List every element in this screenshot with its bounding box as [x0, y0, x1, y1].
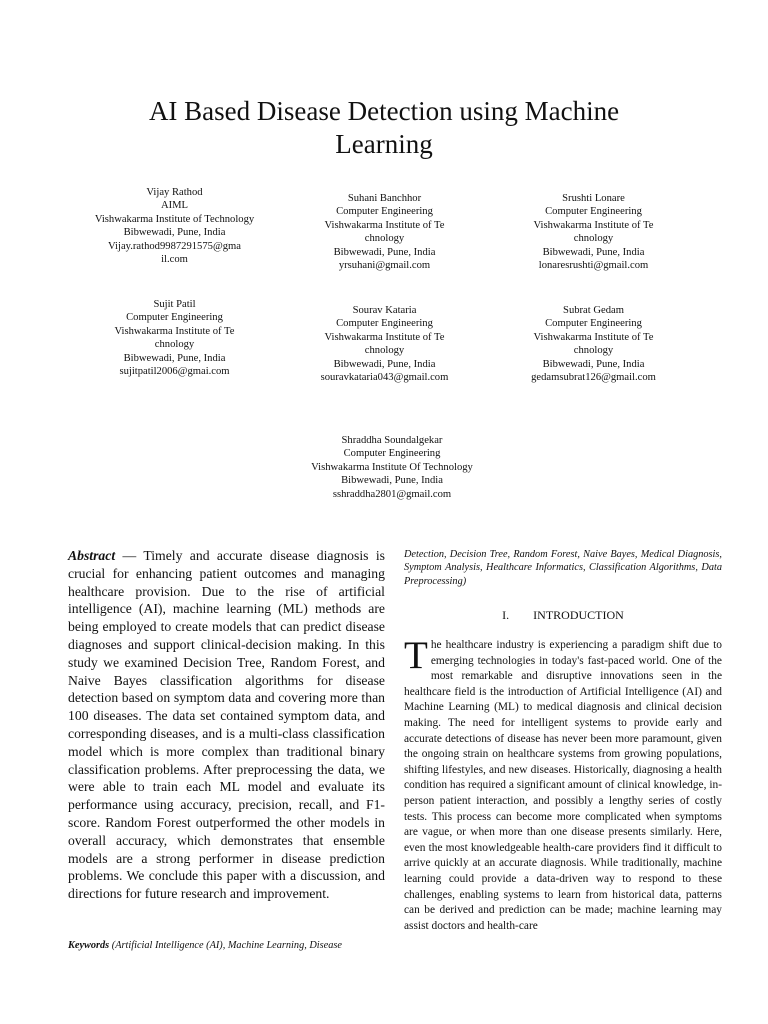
author-email[interactable]: Vijay.rathod9987291575@gmail.com	[108, 240, 241, 266]
author-institute: Vishwakarma Institute of Technology	[324, 331, 445, 357]
author-name: Suhani Banchhor	[347, 193, 422, 204]
author-block	[87, 186, 262, 266]
author-email[interactable]: lonaresrushti@gmail.com	[538, 260, 649, 272]
author-block	[297, 304, 472, 384]
author-block	[506, 192, 681, 272]
author-name: Vijay Rathod	[146, 187, 203, 198]
author-department: Computer Engineering	[126, 312, 223, 324]
author-location: Bibwewadi, Pune, India	[333, 358, 436, 370]
author-email[interactable]: yrsuhani@gmail.com	[338, 260, 431, 272]
keywords	[68, 939, 385, 952]
author-name: Shraddha Soundalgekar	[341, 435, 443, 446]
author-institute: Vishwakarma Institute Of Technology	[311, 461, 473, 473]
author-location: Bibwewadi, Pune, India	[123, 227, 226, 239]
author-name: Subrat Gedam	[563, 305, 624, 316]
keywords-text-left: (Artificial Intelligence (AI), Machine Learning, Disease	[109, 940, 342, 951]
author-institute: Vishwakarma Institute of Technology	[114, 325, 235, 351]
author-institute: Vishwakarma Institute of Technology	[94, 213, 255, 225]
author-email[interactable]: gedamsubrat126@gmail.com	[531, 372, 656, 384]
section-heading	[404, 608, 722, 622]
author-department: Computer Engineering	[545, 206, 642, 218]
author-institute: Vishwakarma Institute of Technology	[533, 331, 654, 357]
author-name: Sujit Patil	[153, 299, 196, 310]
dropcap-letter: T	[404, 634, 428, 677]
author-email[interactable]: sujitpatil2006@gmai.com	[119, 366, 230, 378]
author-location: Bibwewadi, Pune, India	[123, 352, 226, 364]
author-department: Computer Engineering	[545, 318, 642, 330]
author-block	[506, 304, 681, 384]
section-title: INTRODUCTION	[533, 608, 624, 622]
author-location: Bibwewadi, Pune, India	[542, 358, 645, 370]
abstract-label: Abstract	[68, 548, 116, 563]
author-location: Bibwewadi, Pune, India	[341, 475, 443, 487]
author-department: Computer Engineering	[336, 206, 433, 218]
author-location: Bibwewadi, Pune, India	[333, 246, 436, 258]
author-block	[87, 298, 262, 378]
author-name: Srushti Lonare	[562, 193, 625, 204]
author-email[interactable]: sshraddha2801@gmail.com	[332, 488, 452, 500]
paper-title: AI Based Disease Detection using Machine Learning	[148, 96, 620, 159]
keywords-continued: Detection, Decision Tree, Random Forest, Naive Bayes, Medical Diagnosis, Symptom Analysis, Healthcare Informatics, Classification Algorithms, Data Preprocessing)	[404, 549, 722, 587]
section-number: I.	[502, 608, 510, 622]
author-block	[292, 434, 492, 501]
introduction-text: he healthcare industry is experiencing a paradigm shift due to emerging technologies in today's fast-paced world. One of the most remarkable and disruptive innovations seen in the healthcare field is the introduction of Artificial Intelligence (AI) and Machine Learning (ML) to medical diagnosis and clinical decision making. The need for intelligent systems to provide early and accurate detections of disease has never been more paramount, given the ongoing strain on healthcare systems from growing populations, shifting lifestyles, and new diseases. Historically, diagnosing a health condition has required a significant amount of clinical knowledge, in-person patient interaction, and possibly a lengthy series of costly tests. This process can become more complicated when symptoms are vague, or when more than one disease presents similarly. Here, even the most knowledgeable health-care providers find it difficult to arrive quickly at an accurate diagnosis. While traditionally, machine learning could provide a data-driven way to respond to these challenges, enabling systems to learn from historical data, patterns can be derived and prediction can be made; machine learning may assist doctors and health-care	[404, 639, 722, 932]
author-name: Sourav Kataria	[352, 305, 417, 316]
author-institute: Vishwakarma Institute of Technology	[324, 219, 445, 245]
abstract-text: Timely and accurate disease diagnosis is crucial for enhancing patient outcomes and managing healthcare provision. Due to the rise of artificial intelligence (AI), machine learning (ML) methods are being employed to create models that can predict disease diagnoses and support clinical-decision making. In this study we examined Decision Tree, Random Forest, and Naive Bayes classification algorithms for disease detection based on symptom data and covering more than 100 diseases. The data set contained symptom data, and corresponding diseases, and is a multi-class classification model which is more complex than traditional binary classification problems. After preprocessing the data, we were able to train each ML model and evaluate its performance using accuracy, precision, recall, and F1-score. Random Forest outperformed the other models in overall accuracy, which demonstrates that ensemble models are a strong performer in disease prediction problems. We conclude this paper with a discussion, and directions for future research and improvement.	[68, 548, 385, 902]
keywords-label: Keywords	[68, 940, 110, 951]
author-email[interactable]: souravkataria043@gmail.com	[320, 372, 449, 384]
author-institute: Vishwakarma Institute of Technology	[533, 219, 654, 245]
abstract	[68, 547, 385, 903]
author-department: Computer Engineering	[343, 448, 441, 460]
author-department: AIML	[160, 200, 189, 212]
introduction-body	[404, 634, 722, 934]
author-department: Computer Engineering	[336, 318, 433, 330]
author-block	[297, 192, 472, 272]
abstract-dash: —	[115, 548, 144, 563]
author-location: Bibwewadi, Pune, India	[542, 246, 645, 258]
